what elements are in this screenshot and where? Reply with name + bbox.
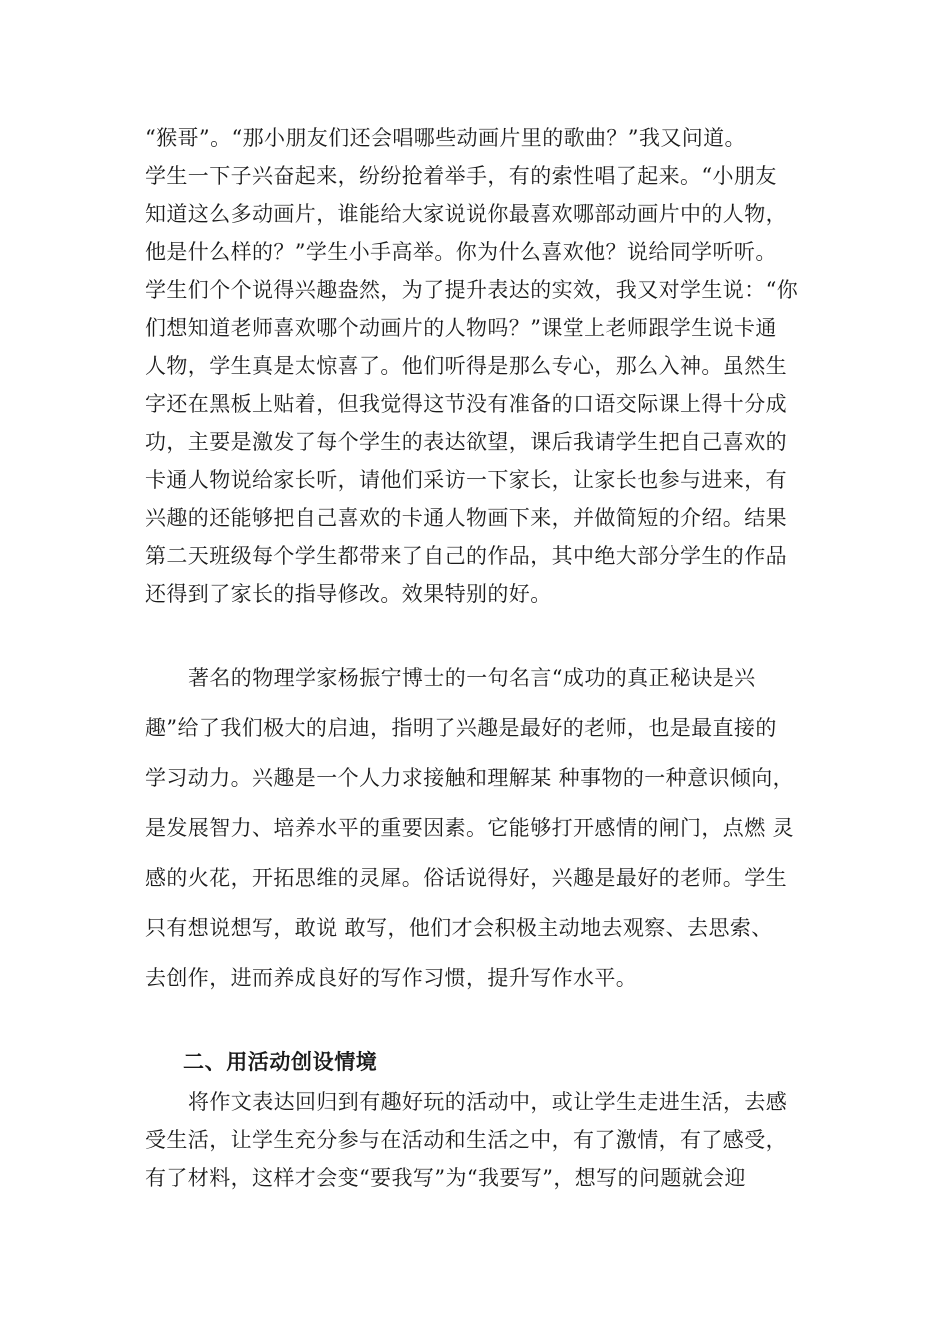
- text-line: 功，主要是激发了每个学生的表达欲望，课后我请学生把自己喜欢的: [145, 430, 787, 454]
- text-line: 还得到了家长的指导修改。效果特别的好。: [145, 582, 552, 606]
- text-line: 趣”给了我们极大的启迪，指明了兴趣是最好的老师，也是最直接的: [145, 716, 777, 740]
- text-line: 兴趣的还能够把自己喜欢的卡通人物画下来，并做简短的介绍。结果: [145, 506, 787, 530]
- text-line: 他是什么样的？”学生小手高举。你为什么喜欢他？说给同学听听。: [145, 240, 777, 264]
- text-line: 去创作，进而养成良好的写作习惯，提升写作水平。: [145, 966, 638, 990]
- text-line: 第二天班级每个学生都带来了自己的作品，其中绝大部分学生的作品: [145, 544, 787, 568]
- section-heading: 二、用活动创设情境: [183, 1050, 378, 1074]
- text-line: 受生活，让学生充分参与在活动和生活之中，有了激情，有了感受，: [145, 1128, 787, 1152]
- text-line: 将作文表达回归到有趣好玩的活动中，或让学生走进生活，去感: [188, 1090, 788, 1114]
- text-line: 只有想说想写，敢说 敢写，他们才会积极主动地去观察、去思索、: [145, 916, 773, 940]
- text-line: 字还在黑板上贴着，但我觉得这节没有准备的口语交际课上得十分成: [145, 392, 787, 416]
- text-line: 学习动力。兴趣是一个人力求接触和理解某 种事物的一种意识倾向，: [145, 766, 795, 790]
- text-line: 们想知道老师喜欢哪个动画片的人物吗？”课堂上老师跟学生说卡通: [145, 316, 777, 340]
- text-line: 人物，学生真是太惊喜了。他们听得是那么专心，那么入神。虽然生: [145, 354, 787, 378]
- text-line: 学生一下子兴奋起来，纷纷抢着举手，有的索性唱了起来。“小朋友: [145, 164, 777, 188]
- text-line: 是发展智力、培养水平的重要因素。它能够打开感情的闸门，点燃 灵: [145, 816, 795, 840]
- text-line: 有了材料，这样才会变“要我写”为“我要写”，想写的问题就会迎: [145, 1166, 746, 1190]
- text-line: 学生们个个说得兴趣盎然，为了提升表达的实效，我又对学生说：“你: [145, 278, 799, 302]
- text-line: 感的火花，开拓思维的灵犀。俗话说得好，兴趣是最好的老师。学生: [145, 866, 787, 890]
- text-line: 知道这么多动画片，谁能给大家说说你最喜欢哪部动画片中的人物，: [145, 202, 787, 226]
- text-line: 卡通人物说给家长听，请他们采访一下家长，让家长也参与进来，有: [145, 468, 787, 492]
- text-line: “猴哥”。“那小朋友们还会唱哪些动画片里的歌曲？”我又问道。: [145, 126, 746, 150]
- text-line: 著名的物理学家杨振宁博士的一句名言“成功的真正秘诀是兴: [188, 666, 756, 690]
